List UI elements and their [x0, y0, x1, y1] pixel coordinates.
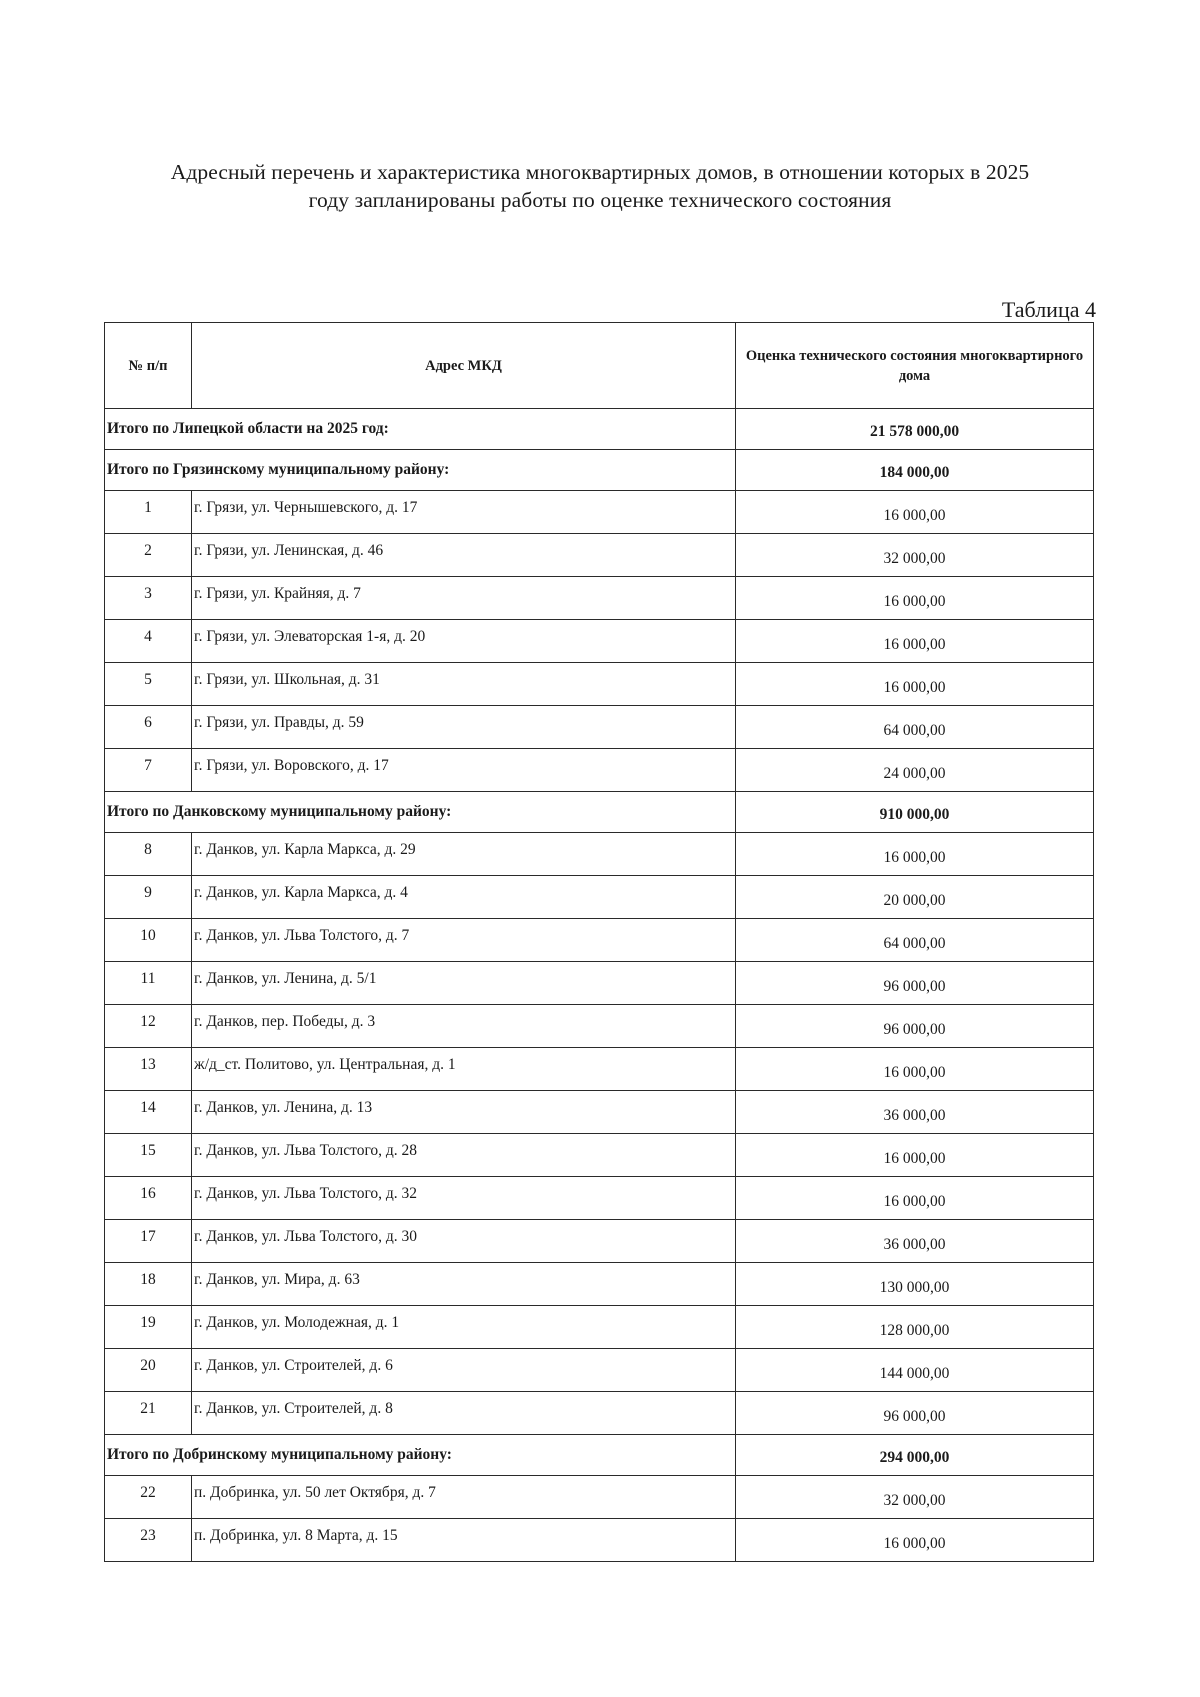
row-address: г. Данков, ул. Льва Толстого, д. 30 — [192, 1220, 736, 1263]
table-row — [105, 919, 1094, 962]
row-number: 9 — [105, 876, 192, 919]
row-number: 1 — [105, 491, 192, 534]
row-value: 16 000,00 — [736, 1134, 1094, 1177]
row-number: 2 — [105, 534, 192, 577]
table-row — [105, 962, 1094, 1005]
table-row — [105, 1177, 1094, 1220]
row-address: г. Данков, ул. Льва Толстого, д. 7 — [192, 919, 736, 962]
row-value: 36 000,00 — [736, 1220, 1094, 1263]
row-address: ж/д_ст. Политово, ул. Центральная, д. 1 — [192, 1048, 736, 1091]
row-value: 16 000,00 — [736, 1519, 1094, 1562]
table-row — [105, 1005, 1094, 1048]
table-row — [105, 1263, 1094, 1306]
row-number: 10 — [105, 919, 192, 962]
row-address: г. Данков, ул. Молодежная, д. 1 — [192, 1306, 736, 1349]
row-address: г. Данков, ул. Ленина, д. 13 — [192, 1091, 736, 1134]
row-address: г. Грязи, ул. Воровского, д. 17 — [192, 749, 736, 792]
table-header-row — [105, 323, 1094, 409]
row-value: 96 000,00 — [736, 962, 1094, 1005]
subtotal-value: 184 000,00 — [736, 450, 1094, 491]
table-row — [105, 534, 1094, 577]
table-row — [105, 876, 1094, 919]
row-value: 16 000,00 — [736, 1048, 1094, 1091]
row-value: 32 000,00 — [736, 1476, 1094, 1519]
table-row — [105, 1220, 1094, 1263]
row-address: г. Грязи, ул. Крайняя, д. 7 — [192, 577, 736, 620]
row-number: 17 — [105, 1220, 192, 1263]
row-number: 19 — [105, 1306, 192, 1349]
table-row — [105, 706, 1094, 749]
row-value: 16 000,00 — [736, 620, 1094, 663]
row-address: г. Данков, ул. Строителей, д. 6 — [192, 1349, 736, 1392]
row-number: 23 — [105, 1519, 192, 1562]
subtotal-value: 21 578 000,00 — [736, 409, 1094, 450]
row-address: г. Грязи, ул. Школьная, д. 31 — [192, 663, 736, 706]
row-number: 5 — [105, 663, 192, 706]
header-num: № п/п — [105, 323, 192, 409]
table-row — [105, 833, 1094, 876]
row-value: 144 000,00 — [736, 1349, 1094, 1392]
row-value: 32 000,00 — [736, 534, 1094, 577]
row-address: г. Данков, ул. Ленина, д. 5/1 — [192, 962, 736, 1005]
row-value: 16 000,00 — [736, 833, 1094, 876]
row-address: г. Данков, пер. Победы, д. 3 — [192, 1005, 736, 1048]
row-value: 128 000,00 — [736, 1306, 1094, 1349]
table-row — [105, 1392, 1094, 1435]
subtotal-label: Итого по Липецкой области на 2025 год: — [105, 409, 736, 450]
table-row — [105, 1349, 1094, 1392]
row-number: 14 — [105, 1091, 192, 1134]
table-row — [105, 1134, 1094, 1177]
row-value: 96 000,00 — [736, 1005, 1094, 1048]
row-number: 18 — [105, 1263, 192, 1306]
row-address: п. Добринка, ул. 8 Марта, д. 15 — [192, 1519, 736, 1562]
row-number: 16 — [105, 1177, 192, 1220]
table-row — [105, 749, 1094, 792]
row-number: 15 — [105, 1134, 192, 1177]
subtotal-label: Итого по Данковскому муниципальному району: — [105, 792, 736, 833]
row-number: 22 — [105, 1476, 192, 1519]
subtotal-label: Итого по Добринскому муниципальному району: — [105, 1435, 736, 1476]
row-value: 36 000,00 — [736, 1091, 1094, 1134]
row-address: г. Данков, ул. Карла Маркса, д. 29 — [192, 833, 736, 876]
title-line-2: году запланированы работы по оценке технического состояния — [308, 188, 892, 212]
table-row — [105, 577, 1094, 620]
table-row — [105, 620, 1094, 663]
row-number: 12 — [105, 1005, 192, 1048]
row-number: 11 — [105, 962, 192, 1005]
row-address: г. Грязи, ул. Элеваторская 1-я, д. 20 — [192, 620, 736, 663]
row-value: 16 000,00 — [736, 577, 1094, 620]
row-number: 6 — [105, 706, 192, 749]
table-row — [105, 663, 1094, 706]
row-number: 21 — [105, 1392, 192, 1435]
row-address: п. Добринка, ул. 50 лет Октября, д. 7 — [192, 1476, 736, 1519]
document-title — [100, 158, 1100, 214]
row-value: 16 000,00 — [736, 663, 1094, 706]
table-row — [105, 1048, 1094, 1091]
subtotal-value: 910 000,00 — [736, 792, 1094, 833]
row-address: г. Грязи, ул. Правды, д. 59 — [192, 706, 736, 749]
row-number: 8 — [105, 833, 192, 876]
table-row — [105, 491, 1094, 534]
subtotal-label: Итого по Грязинскому муниципальному району: — [105, 450, 736, 491]
row-address: г. Данков, ул. Льва Толстого, д. 28 — [192, 1134, 736, 1177]
row-value: 96 000,00 — [736, 1392, 1094, 1435]
header-address: Адрес МКД — [192, 323, 736, 409]
table-body — [105, 409, 1094, 1562]
row-number: 7 — [105, 749, 192, 792]
row-value: 16 000,00 — [736, 1177, 1094, 1220]
subtotal-row — [105, 450, 1094, 491]
row-value: 64 000,00 — [736, 919, 1094, 962]
table-row — [105, 1476, 1094, 1519]
row-address: г. Данков, ул. Карла Маркса, д. 4 — [192, 876, 736, 919]
row-number: 13 — [105, 1048, 192, 1091]
title-line-1: Адресный перечень и характеристика многоквартирных домов, в отношении которых в 2025 — [170, 160, 1030, 184]
row-value: 16 000,00 — [736, 491, 1094, 534]
row-number: 4 — [105, 620, 192, 663]
mkd-table — [104, 322, 1094, 1562]
row-address: г. Данков, ул. Мира, д. 63 — [192, 1263, 736, 1306]
subtotal-row — [105, 409, 1094, 450]
row-value: 64 000,00 — [736, 706, 1094, 749]
table-row — [105, 1091, 1094, 1134]
table-label: Таблица 4 — [1001, 297, 1096, 322]
row-value: 130 000,00 — [736, 1263, 1094, 1306]
row-number: 20 — [105, 1349, 192, 1392]
row-address: г. Грязи, ул. Ленинская, д. 46 — [192, 534, 736, 577]
row-value: 24 000,00 — [736, 749, 1094, 792]
row-address: г. Грязи, ул. Чернышевского, д. 17 — [192, 491, 736, 534]
subtotal-row — [105, 1435, 1094, 1476]
row-value: 20 000,00 — [736, 876, 1094, 919]
row-address: г. Данков, ул. Льва Толстого, д. 32 — [192, 1177, 736, 1220]
table-row — [105, 1519, 1094, 1562]
row-number: 3 — [105, 577, 192, 620]
subtotal-row — [105, 792, 1094, 833]
table-row — [105, 1306, 1094, 1349]
header-assessment: Оценка технического состояния многоквартирного дома — [736, 323, 1094, 409]
subtotal-value: 294 000,00 — [736, 1435, 1094, 1476]
row-address: г. Данков, ул. Строителей, д. 8 — [192, 1392, 736, 1435]
